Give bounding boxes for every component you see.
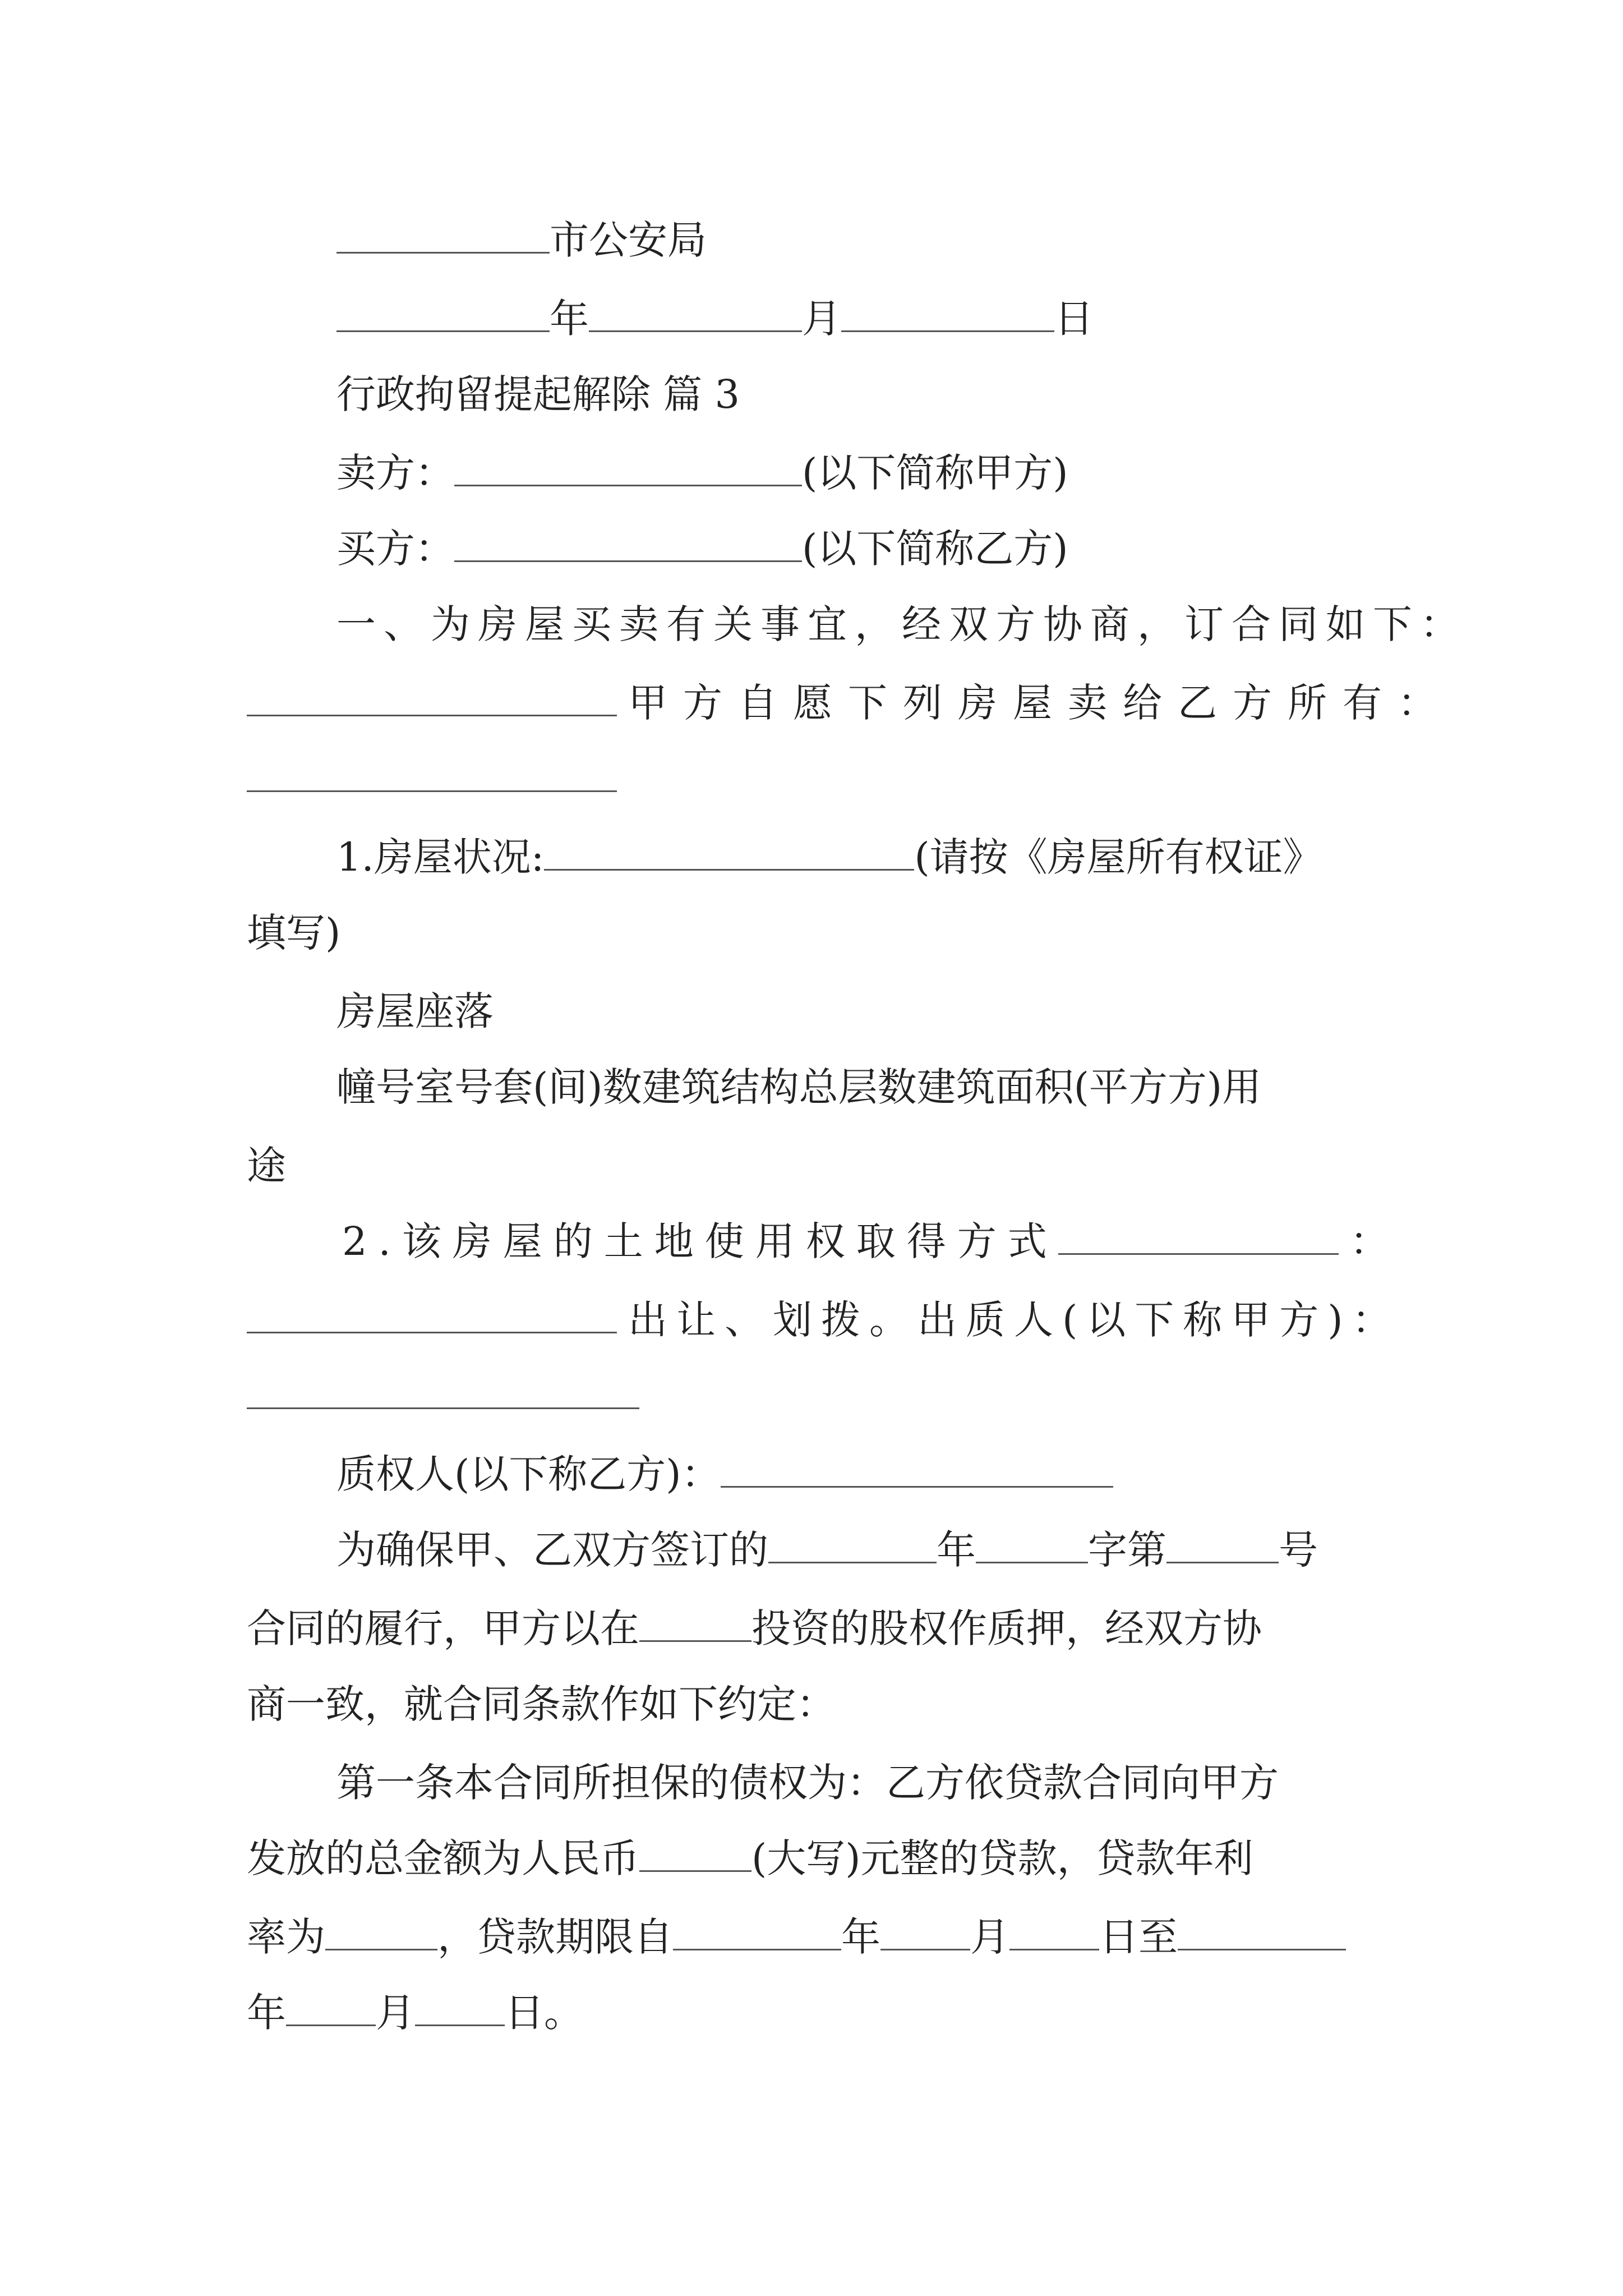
blank [454,452,802,486]
text-segment: 率为 [247,1914,325,1960]
buyer-line [336,522,1068,576]
blank [247,758,617,792]
blank [247,682,617,716]
text-segment: 甲方自愿下列房屋卖给乙方所有： [628,680,1453,726]
text-segment: 发放的总金额为人民币 [247,1835,639,1881]
house-table-header [336,1060,1261,1114]
blank [247,1299,617,1333]
text-segment: 行政拘留提起解除 篇 3 [336,371,740,417]
text-segment: 月 [802,296,841,342]
text-segment: (大写)元整的贷款，贷款年利 [751,1835,1253,1881]
blank [286,1992,376,2026]
text-segment: 出让、划拨。出质人(以下称甲方)： [628,1297,1400,1343]
text-segment: ，贷款期限自 [437,1914,673,1960]
clause-1-sale [247,676,1453,730]
house-status-line [336,830,1322,884]
blank [880,1916,970,1950]
blank [247,1375,639,1409]
text-segment: 市公安局 [550,217,707,263]
text-segment: 月 [376,1990,415,2036]
text-segment: 房屋座落 [336,988,494,1034]
clause-1-intro [336,597,1467,651]
pledgee-line [336,1447,1113,1501]
text-segment: 号 [1279,1527,1318,1573]
land-use-cont [247,1293,1400,1347]
blank [544,836,914,871]
text-segment: 日 [1054,296,1094,342]
text-segment: 日。 [505,1990,583,2036]
text-segment: 填写) [247,910,341,956]
text-segment: (以下简称甲方) [802,450,1068,496]
blank [673,1916,841,1950]
blank [639,1608,751,1642]
article-1 [336,1756,1279,1810]
text-segment: 第一条本合同所担保的债权为：乙方依贷款合同向甲方 [336,1760,1279,1806]
contract-purpose [336,1523,1318,1577]
text-segment: 日至 [1099,1914,1178,1960]
text-segment: ： [1349,1218,1389,1264]
article-1-end [247,1986,583,2040]
text-segment: 投资的股权作质押，经双方协 [751,1605,1262,1651]
text-segment: 合同的履行，甲方以在 [247,1605,639,1651]
text-segment: 月 [970,1914,1009,1960]
fill-in-note [247,906,340,960]
land-use-line [342,1214,1389,1268]
blank [1058,1221,1339,1255]
blank [639,1838,751,1872]
house-location [336,984,494,1038]
blank-line [247,752,617,806]
seller-line [336,446,1068,500]
text-segment: 一、为房屋买卖有关事宜，经双方协商，订合同如下： [336,601,1467,647]
text-segment: 年 [550,296,589,342]
blank [325,1916,437,1950]
blank [336,298,550,332]
blank [1178,1916,1346,1950]
text-segment: 卖方： [336,450,454,496]
blank [1009,1916,1099,1950]
section-title [336,367,740,421]
blank [454,528,802,562]
blank [1166,1529,1279,1563]
text-segment: 年 [247,1990,286,2036]
blank [768,1529,937,1563]
article-1-rate [247,1910,1346,1964]
text-segment: 为确保甲、乙双方签订的 [336,1527,768,1573]
text-segment: 途 [247,1143,286,1189]
text-segment: 年 [841,1914,880,1960]
text-segment: (请按《房屋所有权证》 [914,834,1322,880]
blank [336,219,550,254]
text-segment: 年 [937,1527,976,1573]
contract-purpose-end [247,1677,836,1731]
article-1-amount [247,1832,1253,1885]
text-segment: (以下简称乙方) [802,526,1068,572]
blank [721,1453,1113,1488]
house-table-header-cont [247,1139,286,1193]
text-segment: 幢号室号套(间)数建筑结构总层数建筑面积(平方方)用 [336,1064,1262,1110]
signature-authority-line [336,213,707,267]
blank-line [247,1369,639,1423]
contract-purpose-cont [247,1602,1262,1655]
text-segment: 2.该房屋的土地使用权取得方式 [342,1218,1058,1264]
text-segment: 1.房屋状况: [336,834,545,880]
blank [841,298,1054,332]
text-segment: 质权人(以下称乙方)： [336,1451,721,1497]
date-line [336,292,1094,346]
text-segment: 买方： [336,526,454,572]
text-segment: 商一致，就合同条款作如下约定： [247,1681,836,1727]
blank [415,1992,505,2026]
blank [589,298,802,332]
text-segment: 字第 [1088,1527,1166,1573]
blank [976,1529,1088,1563]
